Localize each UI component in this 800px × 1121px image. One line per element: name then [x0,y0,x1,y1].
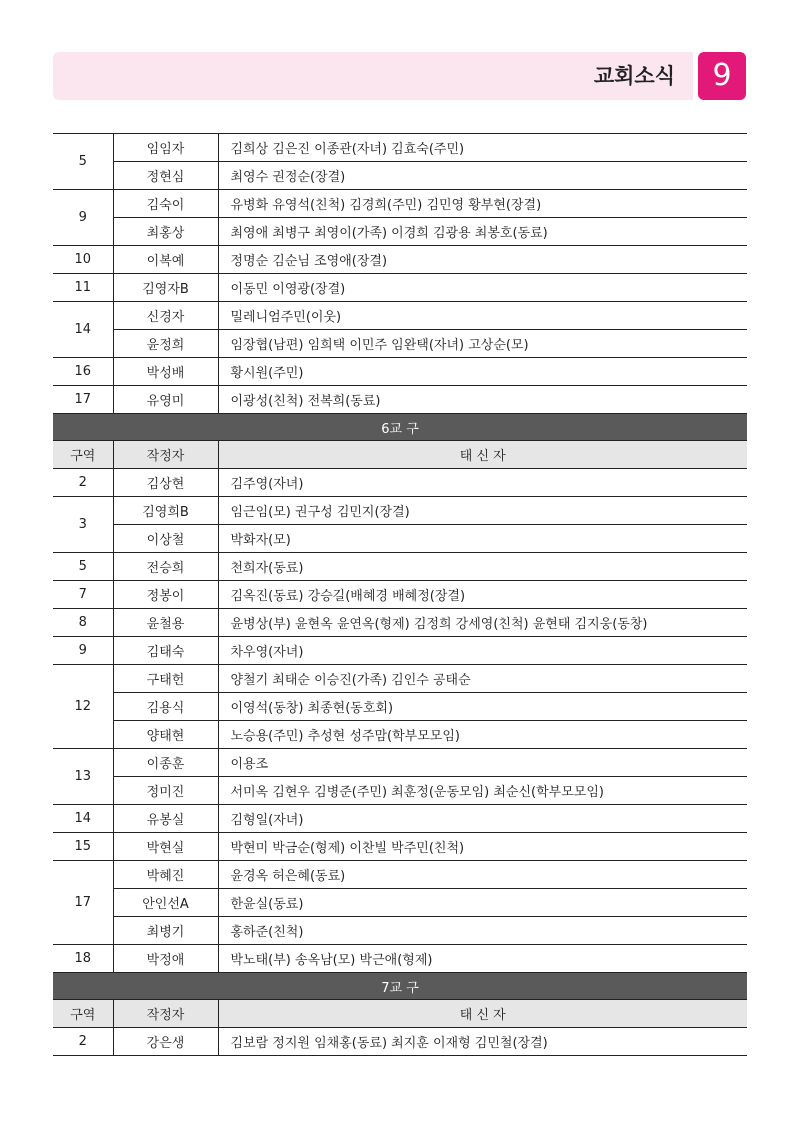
pledger-cell: 윤정희 [113,330,218,358]
prospects-cell: 윤병상(부) 윤현옥 윤연옥(형제) 김정희 강세영(친척) 윤현태 김지웅(동창) [218,609,747,637]
table-row [53,749,747,777]
pledger-cell: 김영희B [113,497,218,525]
prospects-cell: 이영석(동창) 최종현(동호회) [218,693,747,721]
pledger-cell: 최홍상 [113,218,218,246]
prospects-cell: 김주영(자녀) [218,469,747,497]
column-header-row [53,1000,747,1028]
table-row [53,861,747,889]
table-row [53,553,747,581]
column-header-prospects: 태 신 자 [218,441,747,469]
pledger-cell: 정현심 [113,162,218,190]
prospects-cell: 황시원(주민) [218,358,747,386]
table-row [53,246,747,274]
column-header-row [53,441,747,469]
pledger-cell: 김영자B [113,274,218,302]
prospects-cell: 김형일(자녀) [218,805,747,833]
zone-cell: 15 [53,833,113,861]
column-header-zone: 구역 [53,1000,113,1028]
table-row [53,721,747,749]
pledger-cell: 박성배 [113,358,218,386]
pledger-cell: 김상현 [113,469,218,497]
table-row [53,302,747,330]
zone-cell: 3 [53,497,113,553]
prayer-roster-table [53,133,747,1056]
table-row [53,1028,747,1056]
zone-cell: 17 [53,386,113,414]
pledger-cell: 김숙이 [113,190,218,218]
prospects-cell: 천희자(동료) [218,553,747,581]
column-header-pledger: 작정자 [113,441,218,469]
table-row [53,777,747,805]
prospects-cell: 이동민 이영광(장결) [218,274,747,302]
district-title: 7교 구 [53,973,747,1000]
prospects-cell: 이용조 [218,749,747,777]
table-row [53,693,747,721]
zone-cell: 11 [53,274,113,302]
pledger-cell: 신경자 [113,302,218,330]
table-row [53,945,747,973]
column-header-prospects: 태 신 자 [218,1000,747,1028]
table-row [53,469,747,497]
table-row [53,358,747,386]
prospects-cell: 유병화 유영석(친척) 김경희(주민) 김민영 황부현(장결) [218,190,747,218]
prospects-cell: 차우영(자녀) [218,637,747,665]
prospects-cell: 김희상 김은진 이종관(자녀) 김효숙(주민) [218,134,747,162]
prospects-cell: 박화자(모) [218,525,747,553]
pledger-cell: 김용식 [113,693,218,721]
table-row [53,581,747,609]
table-row [53,274,747,302]
zone-cell: 8 [53,609,113,637]
pledger-cell: 안인선A [113,889,218,917]
zone-cell: 2 [53,469,113,497]
pledger-cell: 박정애 [113,945,218,973]
zone-cell: 2 [53,1028,113,1056]
prospects-cell: 홍하준(친척) [218,917,747,945]
pledger-cell: 정봉이 [113,581,218,609]
prospects-cell: 서미옥 김현우 김병준(주민) 최훈정(운동모임) 최순신(학부모모임) [218,777,747,805]
table-row [53,218,747,246]
pledger-cell: 김태숙 [113,637,218,665]
prospects-cell: 박노태(부) 송옥남(모) 박근애(형제) [218,945,747,973]
pledger-cell: 구태헌 [113,665,218,693]
zone-cell: 9 [53,190,113,246]
pledger-cell: 양태현 [113,721,218,749]
prospects-cell: 밀레니엄주민(이웃) [218,302,747,330]
zone-cell: 5 [53,553,113,581]
column-header-zone: 구역 [53,441,113,469]
district-title: 6교 구 [53,414,747,441]
table-row [53,889,747,917]
table-row [53,917,747,945]
prospects-cell: 박현미 박금순(형제) 이찬빌 박주민(친척) [218,833,747,861]
table-row [53,805,747,833]
table-row [53,497,747,525]
pledger-cell: 이복예 [113,246,218,274]
prospects-cell: 최영수 권정순(장결) [218,162,747,190]
zone-cell: 10 [53,246,113,274]
pledger-cell: 박혜진 [113,861,218,889]
district-header-row [53,414,747,441]
zone-cell: 18 [53,945,113,973]
zone-cell: 14 [53,805,113,833]
zone-cell: 5 [53,134,113,190]
pledger-cell: 정미진 [113,777,218,805]
pledger-cell: 유봉실 [113,805,218,833]
zone-cell: 16 [53,358,113,386]
prospects-cell: 최영애 최병구 최영이(가족) 이경희 김광용 최봉호(동료) [218,218,747,246]
prospects-cell: 한윤실(동료) [218,889,747,917]
table-row [53,833,747,861]
table-row [53,525,747,553]
header-band [53,52,693,100]
table-row [53,386,747,414]
section-title: 교회소식 [593,64,675,88]
prospects-cell: 김옥진(동료) 강승길(배혜경 배혜정(장결) [218,581,747,609]
zone-cell: 7 [53,581,113,609]
prospects-cell: 임근임(모) 권구성 김민지(장결) [218,497,747,525]
table-row [53,609,747,637]
zone-cell: 14 [53,302,113,358]
table-row [53,637,747,665]
prospects-cell: 김보람 정지원 임채홍(동료) 최지훈 이재형 김민철(장결) [218,1028,747,1056]
prospects-cell: 양철기 최태순 이승진(가족) 김인수 공태순 [218,665,747,693]
prospects-cell: 윤경옥 허은혜(동료) [218,861,747,889]
table-row [53,134,747,162]
table-row [53,330,747,358]
pledger-cell: 임임자 [113,134,218,162]
pledger-cell: 유영미 [113,386,218,414]
table-row [53,162,747,190]
pledger-cell: 박현실 [113,833,218,861]
pledger-cell: 전승희 [113,553,218,581]
zone-cell: 12 [53,665,113,749]
page-number-badge: 9 [698,52,746,100]
prospects-cell: 노승용(주민) 추성현 성주맘(학부모모임) [218,721,747,749]
district-header-row [53,973,747,1000]
zone-cell: 13 [53,749,113,805]
pledger-cell: 최병기 [113,917,218,945]
prospects-cell: 이광성(친척) 전복희(동료) [218,386,747,414]
pledger-cell: 강은생 [113,1028,218,1056]
zone-cell: 9 [53,637,113,665]
pledger-cell: 이종훈 [113,749,218,777]
pledger-cell: 이상철 [113,525,218,553]
pledger-cell: 윤철용 [113,609,218,637]
table-row [53,665,747,693]
column-header-pledger: 작정자 [113,1000,218,1028]
zone-cell: 17 [53,861,113,945]
table-row [53,190,747,218]
prospects-cell: 임장협(남편) 임희택 이민주 임완택(자녀) 고상순(모) [218,330,747,358]
prospects-cell: 정명순 김순님 조영애(장결) [218,246,747,274]
